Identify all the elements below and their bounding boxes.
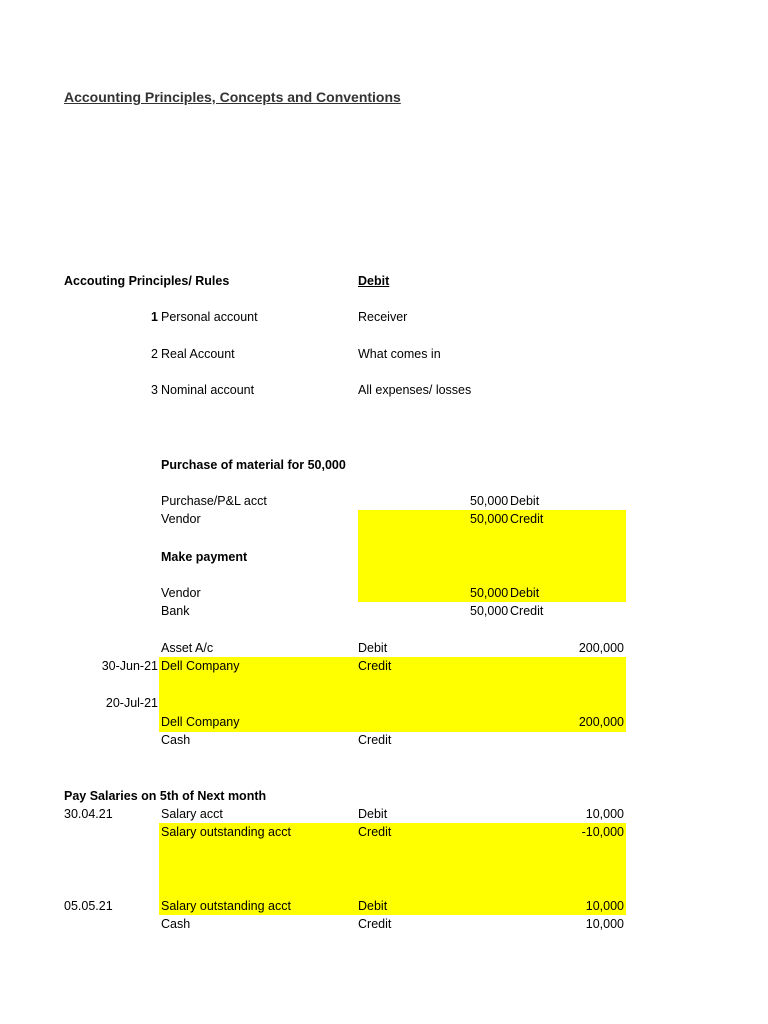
- entry-amount: 200,000: [578, 715, 624, 729]
- rule-name: Personal account: [161, 310, 258, 324]
- entry-account: Cash: [161, 917, 191, 931]
- salary-heading: Pay Salaries on 5th of Next month: [64, 789, 267, 803]
- rule-number: 3: [151, 383, 158, 397]
- rule-debit: All expenses/ losses: [358, 383, 472, 397]
- entry-side: Credit: [358, 659, 392, 673]
- rule-name: Nominal account: [161, 383, 255, 397]
- entry-account: Vendor: [161, 512, 201, 526]
- entry-side: Credit: [358, 825, 392, 839]
- page-title: Accounting Principles, Concepts and Conventions: [64, 89, 401, 105]
- entry-date: 20-Jul-21: [105, 696, 158, 710]
- entry-side: Debit: [358, 641, 388, 655]
- rule-debit: What comes in: [358, 347, 441, 361]
- entry-side: Credit: [510, 604, 544, 618]
- entry-account: Vendor: [161, 586, 201, 600]
- debit-heading: Debit: [358, 274, 390, 288]
- entry-date: 30.04.21: [64, 807, 113, 821]
- entry-account: Cash: [161, 733, 191, 747]
- entry-side: Credit: [510, 512, 544, 526]
- entry-side: Credit: [358, 917, 392, 931]
- entry-account: Dell Company: [161, 659, 240, 673]
- entry-account: Dell Company: [161, 715, 240, 729]
- payment-heading: Make payment: [161, 550, 248, 564]
- entry-date: 30-Jun-21: [101, 659, 158, 673]
- entry-side: Debit: [358, 807, 388, 821]
- entry-amount: -10,000: [581, 825, 624, 839]
- rule-number: 2: [151, 347, 158, 361]
- entry-date: 05.05.21: [64, 899, 113, 913]
- entry-account: Salary outstanding acct: [161, 825, 291, 839]
- entry-side: Credit: [358, 733, 392, 747]
- rule-debit: Receiver: [358, 310, 408, 324]
- entry-amount: 200,000: [578, 641, 624, 655]
- entry-side: Debit: [510, 586, 540, 600]
- entry-account: Bank: [161, 604, 190, 618]
- entry-amount: 50,000: [470, 512, 509, 526]
- entry-amount: 50,000: [470, 586, 509, 600]
- entry-amount: 50,000: [470, 604, 509, 618]
- entry-amount: 10,000: [585, 899, 624, 913]
- entry-side: Debit: [358, 899, 388, 913]
- entry-amount: 10,000: [585, 917, 624, 931]
- rule-name: Real Account: [161, 347, 235, 361]
- entry-side: Debit: [510, 494, 540, 508]
- entry-account: Asset A/c: [161, 641, 214, 655]
- purchase-heading: Purchase of material for 50,000: [161, 458, 346, 472]
- entry-account: Salary acct: [161, 807, 223, 821]
- entry-account: Purchase/P&L acct: [161, 494, 267, 508]
- rule-number: 1: [151, 310, 158, 324]
- rules-heading: Accouting Principles/ Rules: [64, 274, 230, 288]
- entry-account: Salary outstanding acct: [161, 899, 291, 913]
- entry-amount: 50,000: [470, 494, 509, 508]
- entry-amount: 10,000: [585, 807, 624, 821]
